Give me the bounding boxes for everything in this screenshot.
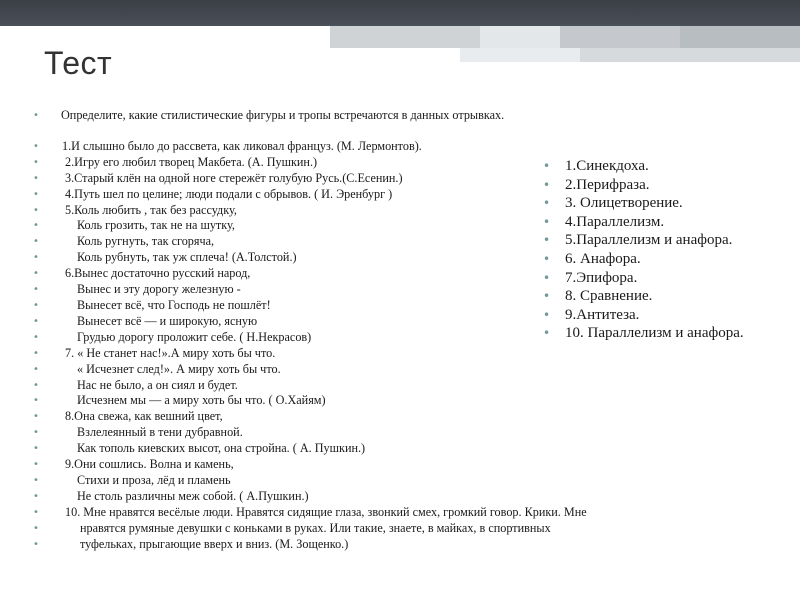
text-line: • Коль ругнуть, так сгоряча, [33,234,713,250]
text-line: • Стихи и проза, лёд и пламень [33,473,713,489]
text-line: • нравятся румяные девушки с коньками в руках. Или такие, знаете, в майках, в спортивных [33,521,713,537]
decoration-block [680,26,800,48]
decoration-block [560,26,680,48]
text-line: • Нас не было, а он сиял и будет. [33,378,713,394]
answer-item: • 5.Параллелизм и анафора. [541,231,791,250]
text-line: • Коль рубнуть, так уж сплеча! (А.Толстой.) [33,250,713,266]
text-line: • Не столь различны меж собой. ( А.Пушкин.) [33,489,713,505]
text-line: • 5.Коль любить , так без рассудку, [33,203,713,219]
text-line: • Грудью дорогу проложит себе. ( Н.Некрасов) [33,330,713,346]
text-line: • Вынесет всё, что Господь не пошлёт! [33,298,713,314]
text-line: • 4.Путь шел по целине; люди подали с обрывов. ( И. Эренбург ) [33,187,713,203]
top-decoration-bar [0,0,800,26]
instruction-line: • Определите, какие стилистические фигуры и тропы встречаются в данных отрывках. [33,108,713,124]
text-line: • Взлелеянный в тени дубравной. [33,425,713,441]
decoration-block [580,48,800,62]
answer-item: • 3. Олицетворение. [541,194,791,213]
text-line: • 8.Она свежа, как вешний цвет, [33,409,713,425]
answer-item: • 8. Сравнение. [541,287,791,306]
answer-item: • 1.Синекдоха. [541,157,791,176]
text-line: • 1.И слышно было до рассвета, как ликовал француз. (М. Лермонтов). [33,139,713,155]
answer-item: • 9.Антитеза. [541,306,791,325]
text-line: • « Исчезнет след!». А миру хоть бы что. [33,362,713,378]
answer-item: • 10. Параллелизм и анафора. [541,324,791,343]
text-line: • 9.Они сошлись. Волна и камень, [33,457,713,473]
text-line: • 3.Старый клён на одной ноге стережёт голубую Русь.(С.Есенин.) [33,171,713,187]
text-line: • Вынесет всё — и широкую, ясную [33,314,713,330]
answer-item: • 6. Анафора. [541,250,791,269]
text-line: • 2.Игру его любил творец Макбета. (А. Пушкин.) [33,155,713,171]
answer-item: • 4.Параллелизм. [541,213,791,232]
text-line: • Исчезнем мы — а миру хоть бы что. ( О.Хайям) [33,393,713,409]
answer-item: • 2.Перифраза. [541,176,791,195]
decoration-block [460,48,580,62]
slide-title: Тест [44,45,113,81]
text-line: • 6.Вынес достаточно русский народ, [33,266,713,282]
text-line: • Вынес и эту дорогу железную - [33,282,713,298]
text-line: • Коль грозить, так не на шутку, [33,218,713,234]
text-line: • туфельках, прыгающие вверх и вниз. (М. Зощенко.) [33,537,713,553]
text-line: • Как тополь киевских высот, она стройна. ( А. Пушкин.) [33,441,713,457]
text-line: • 7. « Не станет нас!».А миру хоть бы что. [33,346,713,362]
answer-list [541,157,791,343]
decoration-block [480,26,560,48]
blank-line [33,124,713,139]
text-line: • 10. Мне нравятся весёлые люди. Нравятся сидящие глаза, звонкий смех, громкий говор. Крики. Мне [33,505,713,521]
decoration-block [330,26,480,48]
answer-item: • 7.Эпифора. [541,269,791,288]
